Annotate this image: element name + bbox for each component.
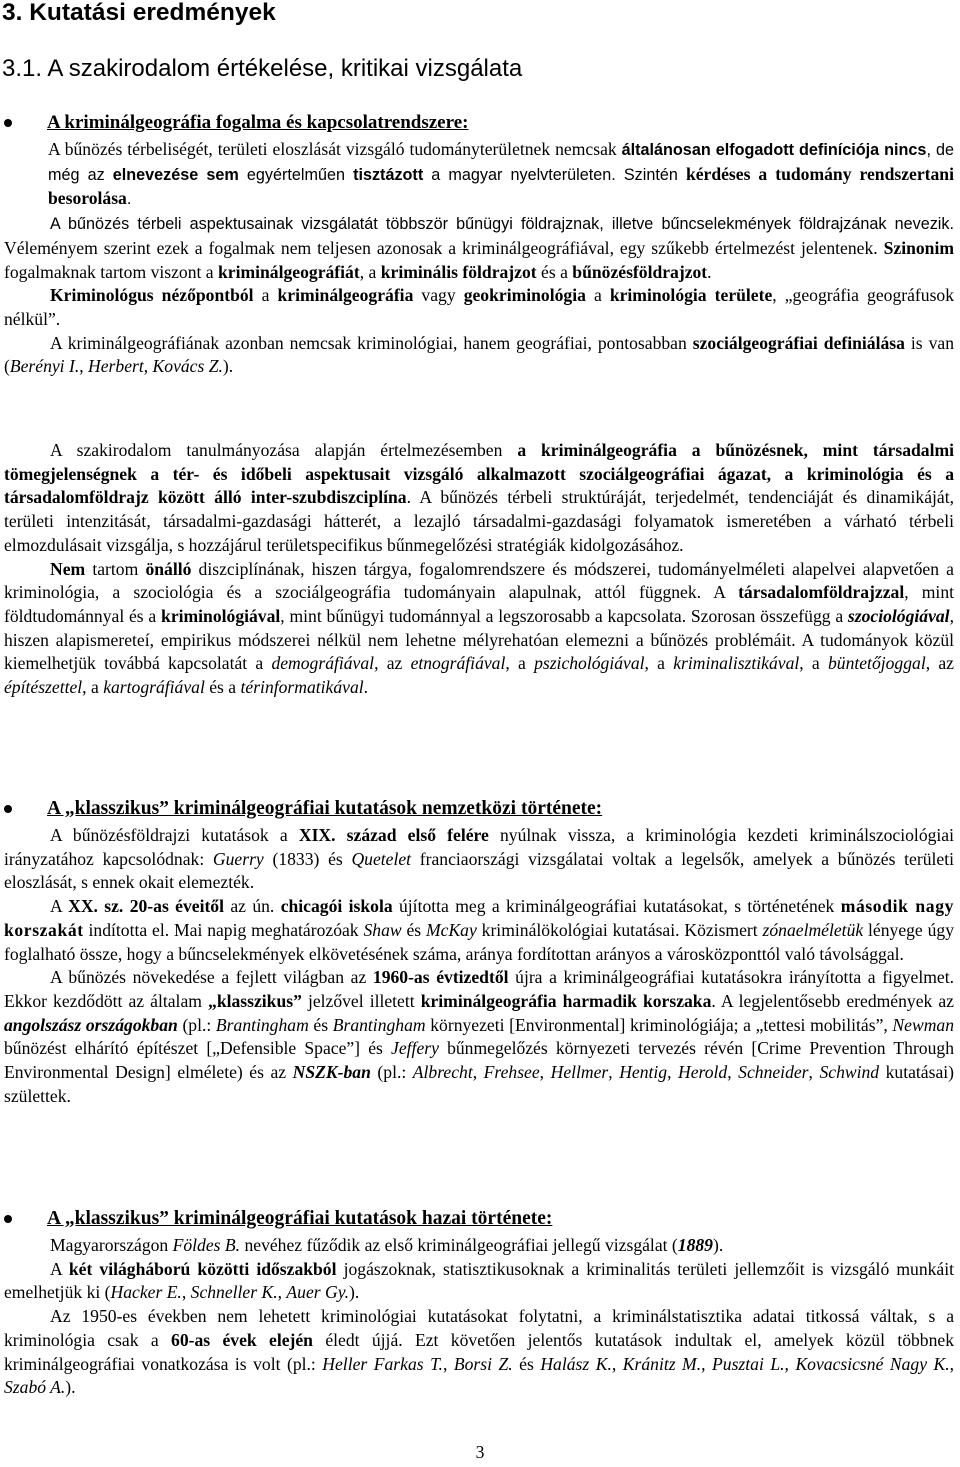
text-run: Szabó A. (4, 1377, 66, 1398)
bullet-dot-icon (4, 119, 12, 127)
text-run: az ún. (224, 896, 281, 917)
text-run: Guerry (212, 848, 264, 869)
text-run: , (277, 1282, 287, 1303)
text-run: , (143, 356, 153, 377)
text-run: A bűnözés térbeli aspektusainak vizsgálatát többször bűnügyi földrajznak, illetve bűncselekmények földrajzának nevezik. (50, 215, 954, 234)
text-run: a (253, 285, 278, 306)
text-run: Auer Gy. (286, 1282, 349, 1303)
text-run: kutatásai) születtek. (4, 1062, 955, 1106)
text-run: a magyar nyelvterületen. Szintén (423, 165, 686, 184)
text-run: , (442, 1353, 454, 1374)
text-run: , (667, 1062, 679, 1083)
text-run: társadalomföldrajzzal (738, 582, 905, 603)
text-run: , (79, 356, 89, 377)
text-run: kriminálgeográfiát (218, 261, 360, 282)
text-run: ). (348, 1282, 360, 1303)
section1-paragraph-2 (4, 212, 954, 284)
text-run: kriminálgeográfia harmadik korszaka (420, 990, 712, 1011)
text-run: , (472, 1062, 484, 1083)
text-run: büntetőjoggal (827, 653, 926, 674)
section2-paragraph-3 (4, 966, 954, 1108)
text-run: , (949, 1353, 955, 1374)
text-run: (pl.: (370, 1062, 413, 1083)
text-run: . (363, 677, 369, 698)
section1-body (4, 138, 954, 379)
text-run: két világháború közötti időszakból (68, 1258, 337, 1279)
text-run: tisztázott (353, 165, 424, 184)
text-run: a kriminálgeográfia a bűnözésnek, mint társadalmi tömegjelenségnek a tér- és időbeli aspektusait vizsgáló alkalmazott szociálgeográfiai ágazat, a kriminológia és a társadalomföldrajz között álló inter-szubdiszciplína (4, 440, 955, 508)
text-run: Berényi I. (9, 356, 80, 377)
text-run: demográfiával (271, 653, 375, 674)
text-run: , (608, 1062, 620, 1083)
text-run: bűnözést elhárító építészet [„Defensible Space”] és (4, 1038, 392, 1059)
text-run: Jeffery (391, 1038, 439, 1059)
text-run: önálló (145, 558, 192, 579)
text-run: kriminológia területe (609, 285, 773, 306)
text-run: Herold (678, 1062, 728, 1083)
text-run: Kriminológus nézőpontból (50, 285, 254, 306)
text-run: , hiszen alapismereteí, empirikus módszerei nélkül nem lehetne mélyrehatóan elemezni a bűnözés problémáit. A tudományok közül kiemelhetjük továbbá kapcsolatát a (4, 605, 954, 674)
text-run: bűnmegelőzés környezeti tervezés révén [Crime Prevention Through Environmental Design] elmélete) és az (4, 1038, 954, 1083)
text-run: (pl.: (177, 1014, 216, 1035)
section1-title: A kriminálgeográfia fogalma és kapcsolatrendszere: (47, 112, 469, 133)
text-run: , az (374, 653, 411, 674)
text-run: , a (505, 653, 535, 674)
text-run: vagy (413, 285, 464, 306)
text-run: Szinonim (877, 237, 954, 258)
section1-paragraph-4 (4, 332, 954, 379)
text-run: 60-as évek elején (171, 1329, 313, 1350)
text-run: Véleményem szerint ezek a fogalmak nem teljesen azonosak a kriminálgeográfiával, egy szűkebb értelmezést jelentenek. (4, 237, 878, 258)
text-run: Nem (50, 558, 86, 579)
text-run: Brantingham (332, 1014, 426, 1035)
text-run: indította el. Mai napig meghatározóak (83, 919, 364, 940)
text-run: . A legjelentősebb eredmények az (711, 990, 954, 1011)
text-run: A bűnözés növekedése a fejlett világban az (50, 967, 373, 988)
text-run: angolszász országokban (4, 1014, 178, 1035)
text-run: Quetelet (351, 848, 412, 869)
text-run: , (808, 1062, 820, 1083)
text-run: Herbert (88, 356, 144, 377)
section1-paragraph-1 (4, 138, 954, 212)
text-run: McKay (425, 919, 477, 940)
text-run: Kovács Z. (152, 356, 223, 377)
text-run: Newman (892, 1014, 954, 1035)
text-run: , a (82, 677, 104, 698)
text-run: , (611, 1353, 623, 1374)
text-run: ). (712, 1235, 724, 1255)
text-run: , (701, 1353, 713, 1374)
text-run: , (539, 1062, 551, 1083)
text-run: Halász K. (540, 1353, 612, 1374)
text-run: kriminális földrajzot (380, 261, 537, 282)
text-run: , (784, 1353, 796, 1374)
section2-paragraph-1 (4, 824, 954, 895)
text-run: , mint bűnügyi tudománnyal a legszorosabb a kapcsolata. Szorosan összefügg a (280, 605, 848, 626)
text-run: szociálgeográfiai definiálása (692, 332, 905, 353)
text-run: Schwind (819, 1062, 880, 1083)
text-run: Hellmer (550, 1062, 609, 1083)
text-run: nyúlnak vissza, a kriminológia kezdeti kriminálszociológiai irányzatához kapcsolódnak: (4, 825, 954, 869)
text-run: , mint földtudománnyal és a (4, 582, 955, 626)
text-run: „klasszikus” (208, 990, 302, 1011)
text-run: Schneller K. (190, 1282, 278, 1303)
text-run: Borsi Z. (453, 1353, 513, 1374)
text-run: Shaw (363, 919, 402, 940)
text-run: Kránitz M. (622, 1353, 702, 1374)
page-number: 3 (475, 1442, 485, 1462)
text-run: fogalmaknak tartom viszont a (4, 261, 218, 282)
section-heading: 3. Kutatási eredmények (2, 0, 276, 26)
text-run: Pusztai L. (712, 1353, 785, 1374)
text-run: Brantingham (215, 1014, 309, 1035)
text-run: környezeti [Environmental] kriminológiája; a „tettesi mobilitás”, (425, 1014, 893, 1035)
text-run: Albrecht (412, 1062, 473, 1083)
text-run: , de még az (48, 141, 954, 184)
text-run: kriminálökológiai kutatásai. Közismert (476, 919, 763, 940)
section3-body (4, 1234, 954, 1400)
text-run: is van ( (4, 332, 954, 377)
text-run: újította meg a kriminálgeográfiai kutatásokat, s történetének (392, 896, 841, 917)
text-run: Frehsee (483, 1062, 540, 1083)
text-run: kartográfiával (103, 677, 205, 698)
text-run: második nagy korszakát (4, 896, 954, 940)
text-run: kriminológiával (161, 605, 281, 626)
section3-paragraph-2 (4, 1258, 954, 1305)
text-run: általánosan elfogadott definíciója nincs (621, 141, 927, 159)
text-run: A bűnözés térbeliségét, területi eloszlását vizsgáló tudományterületnek nemcsak (48, 139, 622, 159)
subsection-heading: 3.1. A szakirodalom értékelése, kritikai vizsgálata (2, 55, 523, 82)
text-run: ). (65, 1377, 76, 1398)
text-run: 1960-as évtizedtől (372, 967, 509, 988)
text-run: Hacker E. (110, 1282, 182, 1303)
text-run: , a (359, 261, 381, 282)
text-run: , „geográfia geográfusok nélkül”. (4, 285, 955, 329)
text-run: zónaelméletük (762, 919, 864, 940)
text-run: (1833) és (263, 848, 352, 869)
section1-paragraph-5 (4, 439, 954, 558)
text-run: NSZK-ban (292, 1062, 371, 1083)
text-run: A (50, 896, 69, 917)
text-run: diszciplínának, hiszen tárgya, fogalomrendszere és módszerei, tudományelméleti alapelvei alapvetően a kriminológia, a szociológia és a szociálgeográfia tudományain alapulnak, attól függnek. A (4, 558, 954, 603)
text-run: geokriminológia (463, 285, 586, 306)
text-run: egyértelműen (246, 165, 354, 184)
text-run: Kovacsicsné Nagy K. (795, 1353, 950, 1374)
text-run: Schneider (738, 1062, 809, 1083)
text-run: szociológiával (847, 605, 950, 626)
text-run: XX. sz. 20-as éveitől (68, 896, 224, 917)
text-run: éledt újjá. Ezt követően jelentős kutatások indultak el, amelyek közül többnek kriminálgeográfiai vonatkozása is volt (pl.: (4, 1329, 955, 1374)
text-run: és (308, 1014, 333, 1035)
text-run: bűnözésföldrajzot (572, 261, 708, 282)
text-run: lényege úgy foglalható össze, hogy a bűncselekmények elkövetésének száma, aránya fordítottan arányos a városközponttól való távolsággal. (4, 919, 954, 964)
text-run: , a (644, 653, 674, 674)
text-run: A szakirodalom tanulmányozása alapján értelmezésemben (50, 440, 518, 460)
text-run: . (707, 261, 712, 282)
text-run: Heller Farkas T. (322, 1353, 443, 1374)
text-run: a (585, 285, 610, 306)
section2-body (4, 824, 954, 1108)
text-run: és a (204, 677, 241, 698)
text-run: és a (536, 261, 573, 282)
text-run: térinformatikával (240, 677, 364, 698)
section3-paragraph-3 (4, 1305, 954, 1400)
text-run: A kriminálgeográfiának azonban nemcsak kriminológiai, hanem geográfiai, pontosabban (50, 332, 693, 353)
section1-paragraph-6 (4, 558, 954, 700)
text-run: , (727, 1062, 739, 1083)
text-run: jogászoknak, statisztikusoknak a kriminalitás területi jellemzőit is vizsgáló munkáit emelhetjük ki ( (4, 1258, 954, 1303)
section2-title: A „klasszikus” kriminálgeográfiai kutatások nemzetközi története: (47, 798, 603, 819)
text-run: nevéhez fűződik az első kriminálgeográfiai jellegű vizsgálat ( (240, 1235, 678, 1255)
text-run: sem (198, 165, 247, 184)
section1-body-cont (4, 439, 954, 700)
text-run: , a (799, 653, 828, 674)
text-run: franciaországi vizsgálatai voltak a legelsők, amelyek a bűnözés területi eloszlását, s ennek okait elemezték. (4, 848, 954, 893)
text-run: , (181, 1282, 191, 1303)
bullet-dot-icon (4, 805, 12, 813)
section1-paragraph-3 (4, 284, 954, 331)
text-run: etnográfiával (410, 653, 506, 674)
text-run: . (126, 190, 132, 209)
text-run: kriminálgeográfia (277, 285, 414, 306)
text-run: A bűnözésföldrajzi kutatások a (50, 825, 299, 845)
text-run: 1889 (677, 1235, 713, 1255)
text-run: építészettel (4, 677, 83, 698)
text-run: Magyarországon (50, 1235, 173, 1255)
text-run: Az 1950-es években nem lehetett kriminológiai kutatásokat folytatni, a kriminálstatisztika adatai titkossá váltak, s a kriminológia csak a (4, 1306, 954, 1350)
text-run: XIX. század első felére (298, 825, 489, 845)
text-run: A (50, 1258, 69, 1279)
text-run: tartom (85, 558, 146, 579)
section2-paragraph-2 (4, 895, 954, 966)
text-run: kérdéses a tudomány rendszertani besorolása (48, 163, 954, 209)
bullet-dot-icon (4, 1215, 12, 1223)
text-run: Hentig (619, 1062, 668, 1083)
section3-title: A „klasszikus” kriminálgeográfiai kutatások hazai története: (47, 1208, 553, 1229)
text-run: és (512, 1353, 541, 1374)
text-run: chicagói iskola (280, 896, 393, 917)
text-run: újra a kriminálgeográfiai kutatásokra irányította a figyelmet. Ekkor kezdődött az általam (4, 967, 955, 1011)
section3-paragraph-1 (4, 1234, 954, 1258)
text-run: elnevezése (112, 165, 199, 184)
text-run: kriminalisztikával (673, 653, 800, 674)
text-run: Földes B. (172, 1235, 241, 1255)
text-run: és (401, 919, 426, 940)
text-run: jelzővel illetett (301, 990, 421, 1011)
text-run: . A bűnözés térbeli struktúráját, terjedelmét, tendenciáját és dinamikáját, területi intenzitását, társadalmi-gazdasági hátterét, a lezajló társadalmi-gazdasági folyamatok ismeretében a várható térbeli elmozdulásait vizsgálja, s hozzájárul területspecifikus bűnmegelőzési stratégiák kidolgozásához. (4, 487, 954, 555)
text-run: pszichológiával (534, 653, 645, 674)
text-run: ). (222, 356, 234, 377)
text-run: , az (925, 653, 954, 674)
